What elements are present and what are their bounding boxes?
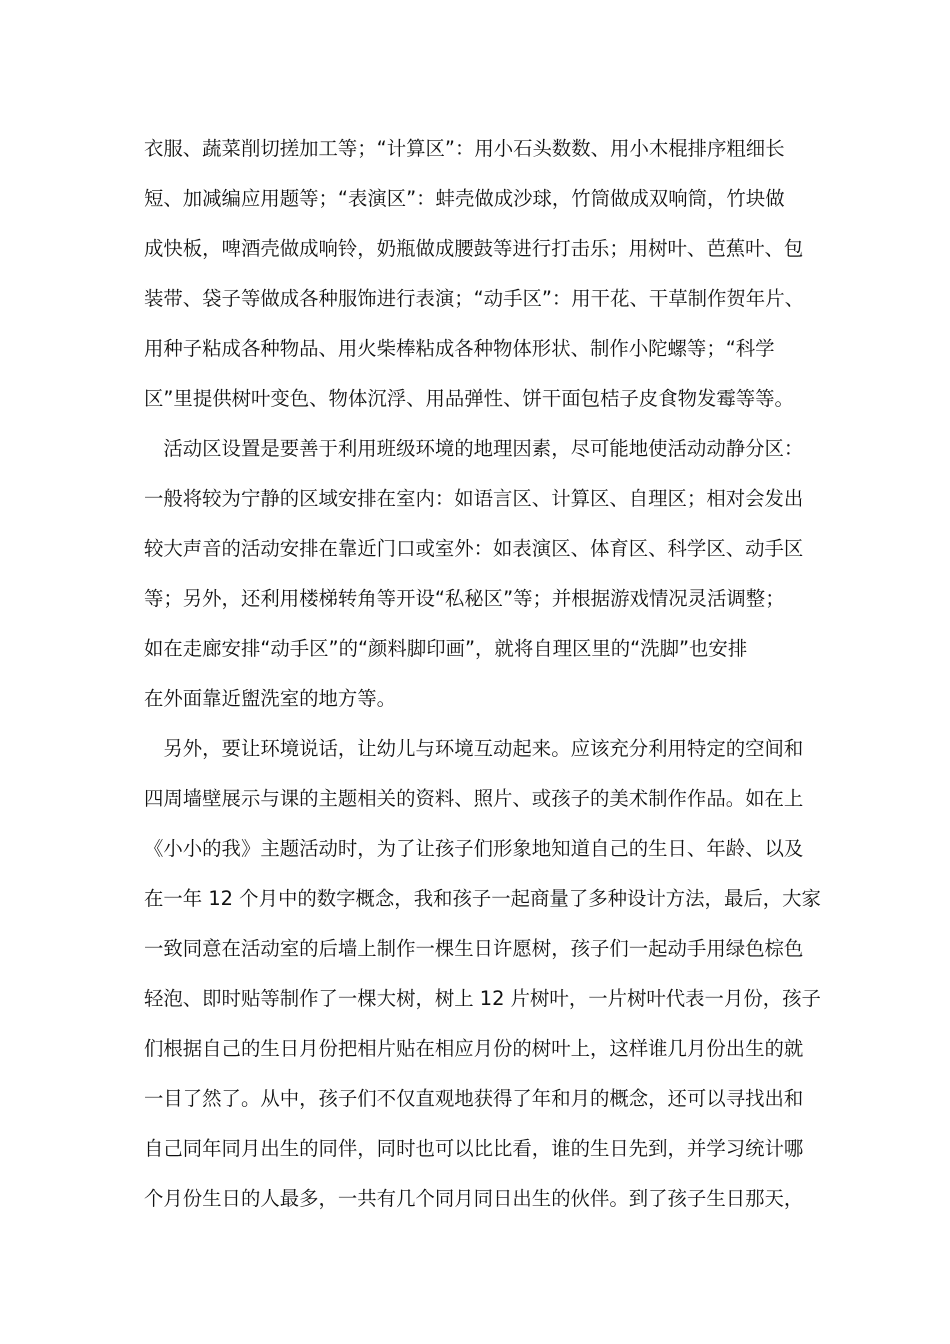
text-line: 较大声音的活动安排在靠近门口或室外：如表演区、体育区、科学区、动手区 (144, 537, 804, 560)
text-line: 区”里提供树叶变色、物体沉浮、用品弹性、饼干面包桔子皮食物发霉等等。 (144, 387, 794, 410)
text-line: 一般将较为宁静的区域安排在室内：如语言区、计算区、自理区；相对会发出 (144, 487, 804, 510)
text-line: 一致同意在活动室的后墙上制作一棵生日许愿树，孩子们一起动手用绿色棕色 (144, 937, 804, 960)
text-line: 《小小的我》主题活动时，为了让孩子们形象地知道自己的生日、年龄、以及 (144, 837, 804, 860)
text-line: 另外，要让环境说话，让幼儿与环境互动起来。应该充分利用特定的空间和 (144, 737, 804, 760)
text-line: 四周墙壁展示与课的主题相关的资料、照片、或孩子的美术制作作品。如在上 (144, 787, 804, 810)
text-line: 自己同年同月出生的同伴，同时也可以比比看，谁的生日先到，并学习统计哪 (144, 1137, 804, 1160)
text-line: 成快板，啤酒壳做成响铃，奶瓶做成腰鼓等进行打击乐；用树叶、芭蕉叶、包 (144, 237, 804, 260)
text-line: 在一年 12 个月中的数字概念，我和孩子一起商量了多种设计方法，最后，大家 (144, 887, 821, 910)
text-line: 如在走廊安排“动手区”的“颜料脚印画”，就将自理区里的“洗脚”也安排 (144, 637, 748, 660)
text-line: 短、加减编应用题等；“表演区”：蚌壳做成沙球，竹筒做成双响筒，竹块做 (144, 187, 785, 210)
text-line: 衣服、蔬菜削切搓加工等；“计算区”：用小石头数数、用小木棍排序粗细长 (144, 137, 785, 160)
text-line: 个月份生日的人最多，一共有几个同月同日出生的伙伴。到了孩子生日那天， (144, 1187, 804, 1210)
text-line: 活动区设置是要善于利用班级环境的地理因素，尽可能地使活动动静分区： (144, 437, 804, 460)
text-line: 用种子粘成各种物品、用火柴棒粘成各种物体形状、制作小陀螺等；“科学 (144, 337, 775, 360)
text-line: 们根据自己的生日月份把相片贴在相应月份的树叶上，这样谁几月份出生的就 (144, 1037, 804, 1060)
text-line: 装带、袋子等做成各种服饰进行表演；“动手区”：用干花、干草制作贺年片、 (144, 287, 804, 310)
text-line: 等；另外，还利用楼梯转角等开设“私秘区”等；并根据游戏情况灵活调整； (144, 587, 785, 610)
text-line: 轻泡、即时贴等制作了一棵大树，树上 12 片树叶，一片树叶代表一月份，孩子 (144, 987, 821, 1010)
text-line: 在外面靠近盥洗室的地方等。 (144, 687, 397, 710)
text-line: 一目了然了。从中，孩子们不仅直观地获得了年和月的概念，还可以寻找出和 (144, 1087, 804, 1110)
